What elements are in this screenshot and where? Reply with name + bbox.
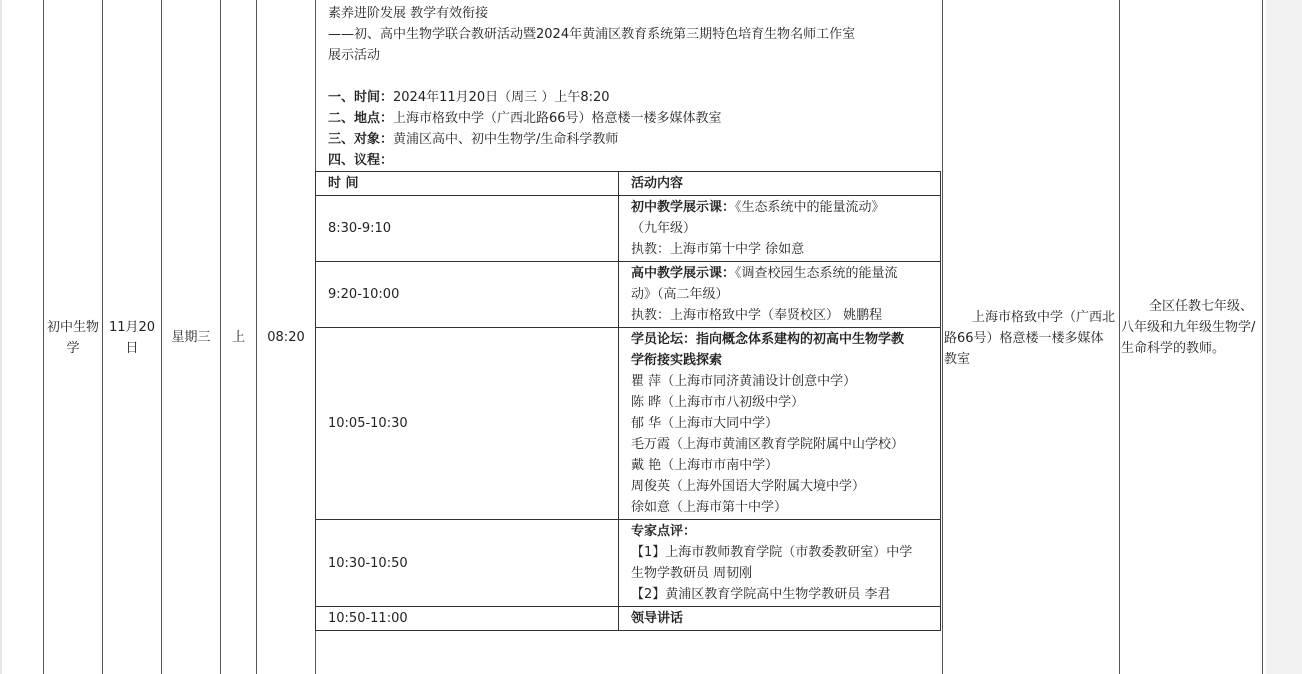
agenda-row [316,328,941,520]
right-margin [1266,0,1302,674]
agenda-row [316,262,941,328]
agenda-row [316,196,941,262]
agenda-line: 徐如意（上海市第十中学） [631,500,788,515]
agenda-table [315,171,941,631]
agenda-line: 动》（高二年级） [631,287,729,302]
agenda-activity [619,520,941,607]
agenda-activity [619,196,941,262]
agenda-line: 戴 艳（上海市市南中学） [631,458,779,473]
agenda-time: 8:30-9:10 [316,196,619,262]
agenda-activity [619,328,941,520]
agenda-activity [619,607,941,631]
agenda-line: 周俊英（上海外国语大学附属大境中学） [631,479,866,494]
period-cell: 上 [231,330,245,345]
agenda-header-time: 时 间 [316,172,619,196]
agenda-activity [619,262,941,328]
info-place: 二、地点：上海市格致中学（广西北路66号）格意楼一楼多媒体教室 [328,111,722,126]
agenda-header-row [316,172,941,196]
subject-cell: 初中生物学 [46,320,99,356]
agenda-line: 生物学教研员 周韧刚 [631,566,753,581]
venue-cell: 上海市格致中学（广西北路66号）格意楼一楼多媒体教室 [944,310,1116,367]
agenda-line: 毛万霞（上海市黄浦区教育学院附属中山学校） [631,437,905,452]
agenda-time: 10:05-10:30 [316,328,619,520]
grid-line [1262,0,1263,674]
left-margin [0,0,2,674]
time-cell: 08:20 [267,330,305,345]
date-cell: 11月20日 [108,320,156,356]
agenda-line: 学衔接实践探索 [631,353,723,368]
agenda-line: 执教：上海市格致中学（奉贤校区） 姚鹏程 [631,308,883,323]
grid-line [942,0,943,674]
agenda-line: （九年级） [631,221,697,236]
agenda-row [316,607,941,631]
activity-subtitle-cont: 展示活动 [328,48,381,63]
agenda-line: 高中教学展示课：《调查校园生态系统的能量流 [631,266,898,281]
weekday-cell: 星期三 [171,330,211,345]
agenda-header-activity: 活动内容 [619,172,941,196]
grid-line [1119,0,1120,674]
audience-cell: 全区任教七年级、八年级和九年级生物学/生命科学的教师。 [1121,299,1256,356]
agenda-line: 【2】黄浦区教育学院高中生物学教研员 李君 [631,587,891,602]
activity-subtitle: ——初、高中生物学联合教研活动暨2024年黄浦区教育系统第三期特色培育生物名师工作室 [328,27,856,42]
info-audience: 三、对象：黄浦区高中、初中生物学/生命科学教师 [328,132,619,147]
agenda-line: 初中教学展示课：《生态系统中的能量流动》 [631,200,885,215]
agenda-line: 【1】上海市教师教育学院（市教委教研室）中学 [631,545,913,560]
activity-title: 素养进阶发展 教学有效衔接 [328,6,489,21]
agenda-line: 陈 晔（上海市市八初级中学） [631,395,805,410]
agenda-line: 郁 华（上海市大同中学） [631,416,779,431]
agenda-line: 瞿 萍（上海市同济黄浦设计创意中学） [631,374,857,389]
activity-content [328,3,855,171]
agenda-time: 9:20-10:00 [316,262,619,328]
agenda-time: 10:50-11:00 [316,607,619,631]
agenda-line: 执教：上海市第十中学 徐如意 [631,242,805,257]
agenda-line: 专家点评： [631,524,697,539]
agenda-line: 领导讲话 [631,611,684,626]
info-time: 一、时间：2024年11月20日（周三 ）上午8:20 [328,90,610,105]
agenda-line: 学员论坛：指向概念体系建构的初高中生物学教 [631,332,905,347]
agenda-time: 10:30-10:50 [316,520,619,607]
info-agenda: 四、议程： [328,153,394,168]
agenda-row [316,520,941,607]
